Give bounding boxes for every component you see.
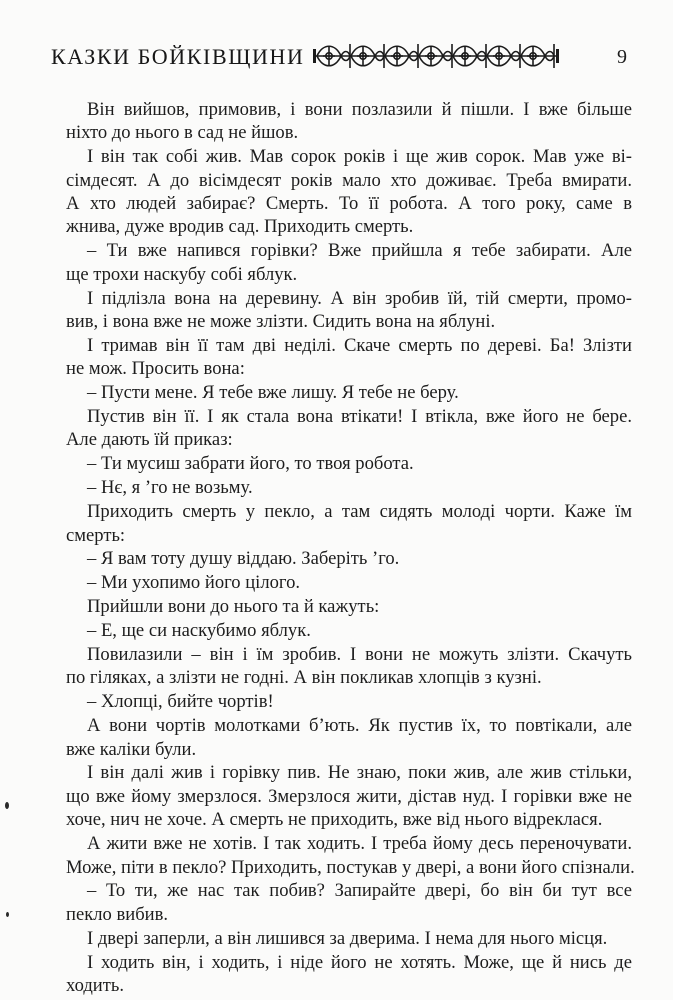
paragraph xyxy=(66,547,632,570)
text-line: ніхто до нього в сад не йшов. xyxy=(66,122,299,144)
text-line: пекло вибив. xyxy=(66,903,169,925)
text-line: І він так собі жив. Мав сорок років і ще жив сорок. Мав уже ві- xyxy=(87,146,632,168)
text-line: жнива, дуже вродив сад. Приходить смерть. xyxy=(66,216,414,238)
text-line: хоче, нич не хоче. А смерть не приходить, вже від нього відреклася. xyxy=(66,809,603,831)
paragraph xyxy=(66,927,632,950)
paragraph xyxy=(66,145,632,239)
paragraph xyxy=(66,476,632,499)
text-line: – Е, ще си наскубимо яблук. xyxy=(87,620,311,642)
text-line: Може, піти в пекло? Приходить, постукав у двері, а вони його спізнали. xyxy=(66,856,635,878)
ornament-icon xyxy=(313,39,559,73)
text-line: Повилазили – він і їм зробив. І вони не можуть злізти. Скачуть xyxy=(87,643,632,665)
paragraph xyxy=(66,595,632,618)
text-line: – То ти, же нас так побив? Запирайте двері, бо він би тут все xyxy=(87,880,632,902)
paragraph xyxy=(66,690,632,713)
page-number: 9 xyxy=(617,46,627,68)
text-line: – Нє, я ’го не возьму. xyxy=(87,477,253,499)
paragraph xyxy=(66,761,632,831)
text-line: – Ти вже напився горівки? Вже прийшла я тебе забирати. Але xyxy=(87,240,632,262)
text-line: що вже йому змерзлося. Змерзлося жити, дістав нуд. І горівки вже не xyxy=(66,785,632,807)
text-line: вже каліки були. xyxy=(66,738,197,760)
text-line: по гіляках, а злізти не годні. А він покликав хлопців з кузні. xyxy=(66,667,542,689)
text-line: А хто людей забирає? Смерть. То її робота. А того року, саме в xyxy=(66,193,632,215)
text-line: А вони чортів молотками б’ють. Як пустив їх, то повтікали, але xyxy=(87,715,632,737)
paragraph xyxy=(66,832,635,879)
text-line: – Хлопці, бийте чортів! xyxy=(87,691,274,713)
text-line: не мож. Просить вона: xyxy=(66,358,245,380)
paragraph xyxy=(66,381,632,404)
print-speck xyxy=(6,912,9,917)
text-line: ходить. xyxy=(66,974,125,996)
text-line: І підлізла вона на деревину. А він зробив їй, тій смерти, промо- xyxy=(87,287,632,309)
text-line: Але дають їй приказ: xyxy=(66,429,233,451)
paragraph xyxy=(66,452,632,475)
paragraph xyxy=(66,405,632,452)
text-line: І ходить він, і ходить, і ніде його не хотять. Може, ще й нись де xyxy=(87,951,632,973)
text-line: – Я вам тоту душу віддаю. Заберіть ’го. xyxy=(87,548,400,570)
text-line: Він вийшов, примовив, і вони позлазили й пішли. І вже більше xyxy=(87,99,632,120)
text-line: І двері заперли, а він лишився за дверима. І нема для нього місця. xyxy=(87,927,608,949)
paragraph xyxy=(66,239,632,286)
text-line: – Ми ухопимо його цілого. xyxy=(87,572,301,594)
text-line: – Пусти мене. Я тебе вже лишу. Я тебе не беру. xyxy=(87,382,459,404)
text-line: Пустив він її. І як стала вона втікати! І втікла, вже його не бере. xyxy=(87,406,632,428)
paragraph xyxy=(66,500,632,547)
running-title: КАЗКИ БОЙКІВЩИНИ xyxy=(51,44,305,69)
paragraph xyxy=(66,951,632,998)
text-line: Приходить смерть у пекло, а там сидять молоді чорти. Каже їм xyxy=(87,501,632,523)
paragraph xyxy=(66,879,632,926)
text-line: Прийшли вони до нього та й кажуть: xyxy=(87,596,380,618)
text-line: смерть: xyxy=(66,524,126,546)
text-line: А жити вже не хотів. І так ходить. І треба йому десь переночувати. xyxy=(87,833,632,855)
paragraph xyxy=(66,619,632,642)
paragraph xyxy=(66,334,632,381)
text-line: сімдесят. А до вісімдесят років мало хто доживає. Треба вмирати. xyxy=(66,169,632,191)
text-line: вив, і вона вже не може злізти. Сидить вона на яблуні. xyxy=(66,311,496,333)
print-speck xyxy=(5,802,9,809)
paragraph xyxy=(66,571,632,594)
paragraph xyxy=(66,287,632,334)
paragraph xyxy=(66,643,632,690)
text-line: І тримав він її там дві неділі. Скаче смерть по дереві. Ба! Злізти xyxy=(87,334,632,356)
text-line: І він далі жив і горівку пив. Не знаю, поки жив, але жив стільки, xyxy=(87,762,632,784)
text-line: ще трохи наскубу собі яблук. xyxy=(66,263,298,285)
paragraph xyxy=(66,98,632,145)
text-line: – Ти мусиш забрати його, то твоя робота. xyxy=(87,453,414,475)
paragraph xyxy=(66,714,632,761)
page-header xyxy=(51,32,641,78)
story-text xyxy=(66,98,635,997)
